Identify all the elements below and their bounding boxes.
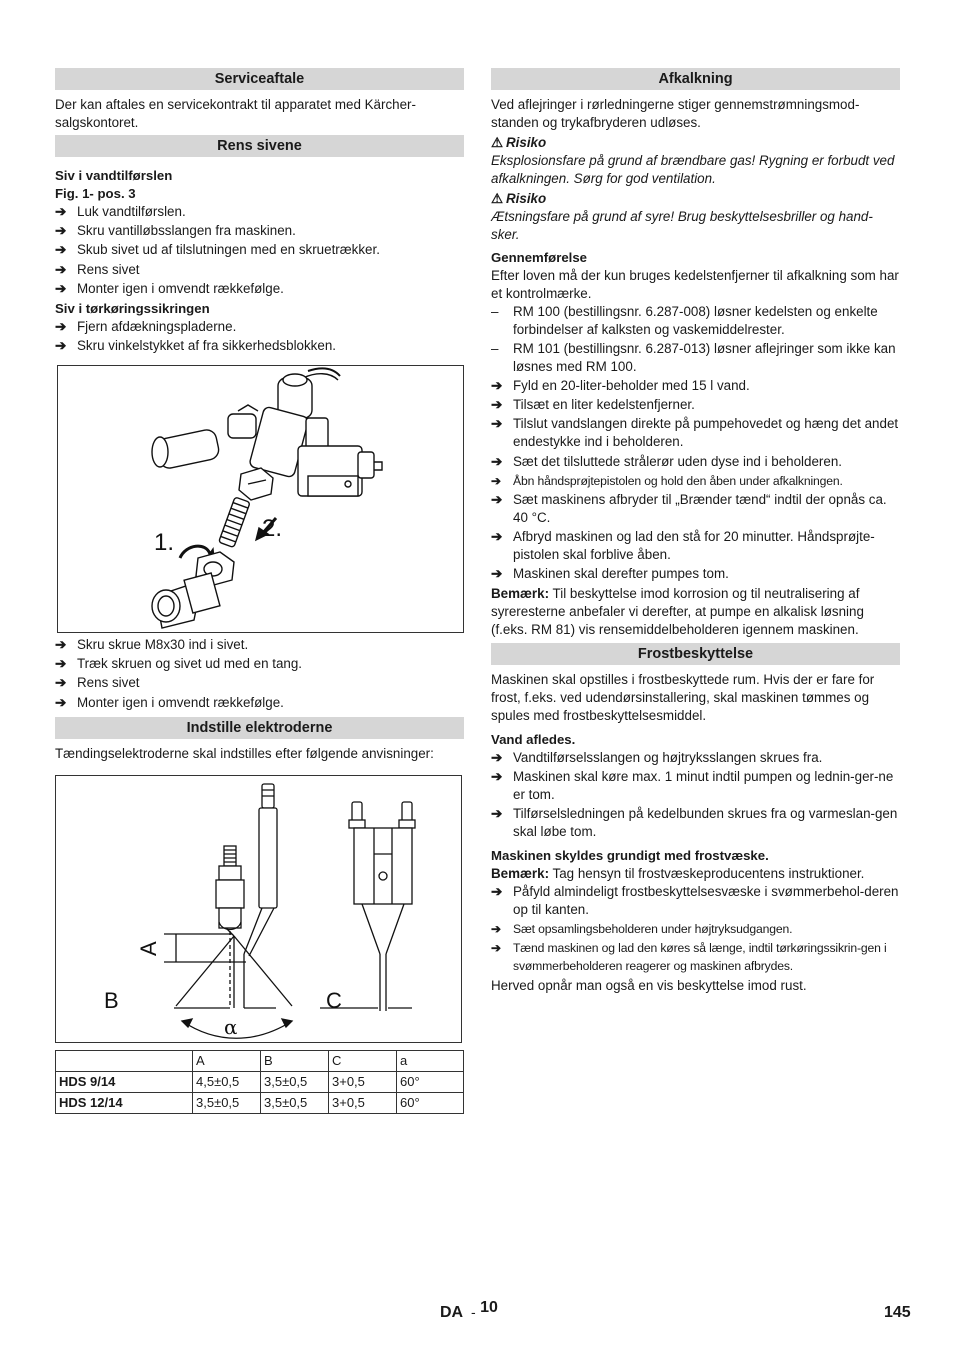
procedure-title: Gennemførelse bbox=[491, 250, 588, 265]
list-item: ➔ Træk skruen og sivet ud med en tang. bbox=[55, 656, 303, 672]
arrow-icon: ➔ bbox=[55, 242, 67, 258]
table-cell: 60° bbox=[397, 1071, 464, 1092]
list-item: ➔ Skub sivet ud af tilslutningen med en skruetrækker. bbox=[55, 242, 380, 258]
angle-alpha-label: α bbox=[224, 1014, 238, 1039]
list-item: ➔ Skru vinkelstykket af fra sikkerhedsblokken. bbox=[55, 337, 336, 353]
procedure-text: Efter loven må der kun bruges kedelstenfjerner til afkalkning som har et kontrolmærke. bbox=[491, 268, 899, 301]
section-heading-descale: Afkalkning bbox=[491, 68, 900, 90]
arrow-icon: ➔ bbox=[55, 636, 67, 652]
list-item: ➔ Skru vantilløbsslangen fra maskinen. bbox=[55, 223, 296, 239]
flush-steps bbox=[491, 883, 900, 975]
list-item: ➔ Tilslut vandslangen direkte på pumpehovedet og hæng det andet endestykke ind i beholderen. bbox=[491, 416, 899, 450]
sieve-illustration bbox=[58, 366, 463, 632]
list-item: ➔ Åbn håndsprøjtepistolen og hold den åben under afkalkningen. bbox=[491, 473, 843, 488]
arrow-icon: ➔ bbox=[55, 280, 67, 296]
section-heading-sieves: Rens sivene bbox=[55, 135, 464, 157]
step2-label: 2. bbox=[262, 514, 283, 542]
list-item: – RM 100 (bestillingsnr. 6.287-008) løsner kedelsten og enkelte forbindelser af kalksten og vaskemiddelrester. bbox=[491, 304, 878, 337]
list-item: ➔ Tænd maskinen og lad den køres så længe, indtil tørkøringssikrin-gen i svømmerbeholderen reagerer og maskinen afbrydes. bbox=[491, 941, 887, 974]
arrow-icon: ➔ bbox=[491, 397, 503, 413]
arrow-icon: ➔ bbox=[491, 922, 502, 937]
arrow-icon: ➔ bbox=[55, 656, 67, 672]
risk-heading-1: ⚠ Risiko bbox=[491, 135, 547, 150]
arrow-icon: ➔ bbox=[491, 768, 503, 784]
flush-title: Maskinen skyldes grundigt med frostvæske. bbox=[491, 847, 769, 863]
table-header-cell: a bbox=[397, 1050, 464, 1071]
table-cell: 3,5±0,5 bbox=[261, 1071, 329, 1092]
arrow-icon: ➔ bbox=[491, 453, 503, 469]
risk-heading-2: ⚠ Risiko bbox=[491, 191, 547, 206]
left-column bbox=[55, 68, 464, 1114]
arrow-icon: ➔ bbox=[491, 749, 503, 765]
arrow-icon: ➔ bbox=[55, 204, 67, 219]
arrow-icon: ➔ bbox=[491, 529, 503, 545]
list-item: ➔ Afbryd maskinen og lad den stå for 20 minutter. Håndsprøjte-pistolen skal forblive åben. bbox=[491, 529, 875, 563]
water-sieve-fig-ref: Fig. 1- pos. 3 bbox=[55, 186, 136, 201]
arrow-icon: ➔ bbox=[55, 694, 67, 710]
table-cell: 3,5±0,5 bbox=[193, 1092, 261, 1113]
warning-icon: ⚠ bbox=[491, 191, 504, 206]
arrow-icon: ➔ bbox=[491, 473, 502, 488]
section-heading-service: Serviceaftale bbox=[55, 68, 464, 90]
water-sieve-steps bbox=[55, 203, 464, 298]
drain-steps bbox=[491, 749, 900, 841]
arrow-icon: ➔ bbox=[491, 416, 503, 432]
water-sieve-title: Siv i vandtilførslen bbox=[55, 168, 173, 183]
arrow-icon: ➔ bbox=[55, 675, 67, 691]
table-row bbox=[56, 1092, 464, 1113]
electrode-illustration bbox=[56, 776, 461, 1042]
list-item: ➔ Sæt opsamlingsbeholderen under højtryksudgangen. bbox=[491, 922, 793, 937]
table-cell: HDS 12/14 bbox=[56, 1092, 193, 1113]
table-cell: 3,5±0,5 bbox=[261, 1092, 329, 1113]
table-header-row bbox=[56, 1050, 464, 1071]
arrow-icon: ➔ bbox=[55, 261, 67, 277]
step1-label: 1. bbox=[154, 528, 175, 556]
list-item: ➔ Sæt det tilsluttede strålerør uden dyse ind i beholderen. bbox=[491, 453, 842, 469]
list-item: ➔ Rens sivet bbox=[55, 675, 140, 691]
arrow-icon: ➔ bbox=[491, 566, 503, 582]
list-item: ➔ Luk vandtilførslen. bbox=[55, 204, 186, 219]
arrow-icon: ➔ bbox=[491, 378, 503, 393]
list-item: ➔ Rens sivet bbox=[55, 261, 140, 277]
table-header-cell: B bbox=[261, 1050, 329, 1071]
table-cell: 60° bbox=[397, 1092, 464, 1113]
dryrun-sieve-title: Siv i tørkøringssikringen bbox=[55, 300, 210, 316]
list-item: ➔ Vandtilførselsslangen og højtryksslangen skrues fra. bbox=[491, 749, 823, 765]
list-item: ➔ Skru skrue M8x30 ind i sivet. bbox=[55, 636, 249, 652]
arrow-icon: ➔ bbox=[491, 491, 503, 507]
electrode-spec-table bbox=[55, 1050, 464, 1114]
table-header-cell: C bbox=[329, 1050, 397, 1071]
dimension-c-label: C bbox=[326, 987, 342, 1013]
electrodes-intro: Tændingselektroderne skal indstilles efter følgende anvisninger: bbox=[55, 745, 434, 761]
section-heading-electrodes: Indstille elektroderne bbox=[55, 717, 464, 739]
frost-closing: Herved opnår man også en vis beskyttelse imod rust. bbox=[491, 978, 807, 994]
dimension-b-label: B bbox=[104, 987, 119, 1013]
right-column bbox=[491, 68, 900, 995]
arrow-icon: ➔ bbox=[55, 223, 67, 239]
table-cell: 4,5±0,5 bbox=[193, 1071, 261, 1092]
electrode-figure bbox=[55, 775, 462, 1043]
footer-language: DA - 10 bbox=[440, 1299, 498, 1321]
table-header-cell bbox=[56, 1050, 193, 1071]
service-text: Der kan aftales en servicekontrakt til apparatet med Kärcher-salgskontoret. bbox=[55, 97, 416, 130]
list-item: ➔ Påfyld almindeligt frostbeskyttelsesvæske i svømmerbehol-deren op til kanten. bbox=[491, 883, 899, 917]
sieve-after-steps bbox=[55, 636, 464, 712]
arrow-icon: ➔ bbox=[55, 318, 67, 334]
frost-intro: Maskinen skal opstilles i frostbeskyttede rum. Hvis der er fare for frost, f.eks. ved udendørsinstallering, skal maskinen tømmes og spules med frostbeskyttelsesmiddel. bbox=[491, 671, 875, 723]
dryrun-sieve-steps bbox=[55, 318, 464, 355]
section-heading-frost: Frostbeskyttelse bbox=[491, 643, 900, 665]
table-cell: 3+0,5 bbox=[329, 1092, 397, 1113]
list-item: ➔ Fjern afdækningspladerne. bbox=[55, 318, 237, 334]
sieve-figure bbox=[57, 365, 464, 633]
warning-icon: ⚠ bbox=[491, 135, 504, 150]
list-item: ➔ Fyld en 20-liter-beholder med 15 l vand. bbox=[491, 378, 750, 393]
arrow-icon: ➔ bbox=[491, 941, 502, 956]
arrow-icon: ➔ bbox=[491, 883, 503, 899]
list-item: ➔ Monter igen i omvendt rækkefølge. bbox=[55, 694, 284, 710]
table-header-cell: A bbox=[193, 1050, 261, 1071]
list-item: ➔ Sæt maskinens afbryder til „Brænder tænd“ indtil der opnås ca. 40 °C. bbox=[491, 491, 887, 525]
table-cell: HDS 9/14 bbox=[56, 1071, 193, 1092]
risk-text-2: Ætsningsfare på grund af syre! Brug beskyttelsesbriller og hand-sker. bbox=[491, 209, 873, 242]
descaler-list bbox=[491, 303, 900, 376]
drain-title: Vand afledes. bbox=[491, 731, 576, 747]
list-item: – RM 101 (bestillingsnr. 6.287-013) løsner aflejringer som ikke kan løsnes med RM 100. bbox=[491, 341, 896, 374]
list-item: ➔ Tilsæt en liter kedelstenfjerner. bbox=[491, 397, 695, 413]
arrow-icon: ➔ bbox=[55, 337, 67, 353]
risk-text-1: Eksplosionsfare på grund af brændbare gas! Rygning er forbudt ved afkalkningen. Sørg for god ventilation. bbox=[491, 153, 895, 186]
arrow-icon: ➔ bbox=[491, 805, 503, 821]
list-item: ➔ Tilførselsledningen på kedelbunden skrues fra og varmeslan-gen skal løbe tom. bbox=[491, 805, 898, 839]
page-number: 145 bbox=[884, 1304, 911, 1321]
descale-intro: Ved aflejringer i rørledningerne stiger gennemstrømningsmod-standen og trykafbryderen udløses. bbox=[491, 97, 860, 130]
list-item: ➔ Monter igen i omvendt rækkefølge. bbox=[55, 280, 284, 296]
descale-steps bbox=[491, 377, 900, 583]
frost-note: Bemærk: Tag hensyn til frostvæskeproducentens instruktioner. bbox=[491, 865, 865, 881]
list-item: ➔ Maskinen skal derefter pumpes tom. bbox=[491, 566, 729, 582]
dimension-a-label: A bbox=[136, 940, 161, 956]
descale-note: Bemærk: Til beskyttelse imod korrosion og til neutralisering af syreresterne anbefaler vi derefter, at pumpe en alkalisk løsning (f.eks. RM 81) vis rensemiddelbeholderen igennem maskinen. bbox=[491, 585, 864, 637]
table-cell: 3+0,5 bbox=[329, 1071, 397, 1092]
list-item: ➔ Maskinen skal køre max. 1 minut indtil pumpen og lednin-ger-ne er tom. bbox=[491, 768, 894, 802]
table-row bbox=[56, 1071, 464, 1092]
